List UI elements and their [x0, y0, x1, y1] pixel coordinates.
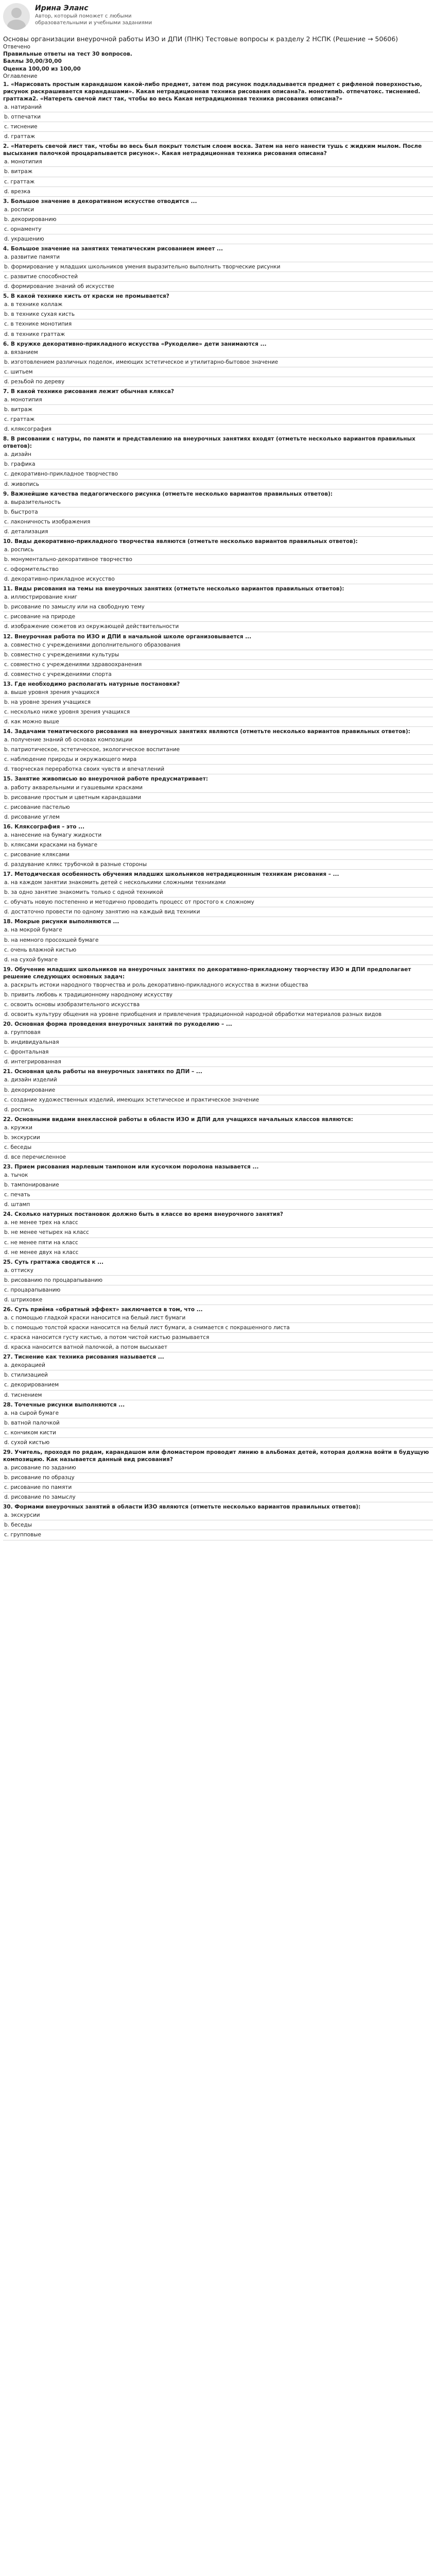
question-title: 18. Мокрые рисунки выполняются ... — [3, 919, 119, 925]
answer-option: a. выше уровня зрения учащихся — [3, 688, 433, 698]
answer-option: b. стилизацией — [3, 1370, 433, 1380]
question-title: 7. В какой технике рисования лежит обычная клякса? — [3, 388, 175, 395]
question-block — [3, 1401, 433, 1448]
answer-option: a. экскурсии — [3, 1511, 433, 1520]
question-block — [3, 871, 433, 917]
answer-option: a. рисование по заданию — [3, 1463, 433, 1473]
question-title: 14. Задачами тематического рисования на внеурочных занятиях являются (отметьте несколько вариантов правильных ответов): — [3, 728, 410, 735]
answer-option: c. граттаж — [3, 177, 433, 187]
question-block — [3, 1449, 433, 1502]
answer-option: d. освоить культуру общения на уровне приобщения и привлечения традиционной народной обработки материалов разных видов — [3, 1010, 433, 1020]
question-block — [3, 538, 433, 584]
question-block — [3, 293, 433, 339]
answer-option: d. на сухой бумаге — [3, 955, 433, 965]
document-title: Основы организации внеурочной работы ИЗО и ДПИ (ПНК) Тестовые вопросы к разделу 2 НСПК (Решение → 50606) — [3, 35, 398, 43]
question-block — [3, 1353, 433, 1400]
question-block — [3, 435, 433, 489]
answer-option: b. в технике сухая кисть — [3, 310, 433, 319]
question-block — [3, 245, 433, 292]
score-text: Баллы 30,00/30,00 — [3, 58, 62, 65]
answer-option: a. в технике коллаж — [3, 300, 433, 310]
answer-option: d. не менее двух на класс — [3, 1248, 433, 1258]
answer-option: d. интегрированная — [3, 1057, 433, 1067]
question-block — [3, 966, 433, 1020]
answer-option: a. не менее трех на класс — [3, 1218, 433, 1228]
answer-option: a. монотипия — [3, 157, 433, 167]
question-block — [3, 490, 433, 537]
answer-option: d. совместно с учреждениями спорта — [3, 670, 433, 680]
question-title: 25. Суть граттажа сводится к ... — [3, 1259, 104, 1265]
answer-option: d. штриховке — [3, 1295, 433, 1305]
answer-option: b. на немного просохшей бумаге — [3, 936, 433, 945]
question-block — [3, 918, 433, 964]
answer-option: a. совместно с учреждениями дополнительного образования — [3, 640, 433, 650]
question-block — [3, 823, 433, 870]
answer-option: a. на мокрой бумаге — [3, 925, 433, 935]
answer-option: a. работу акварельными и гуашевыми красками — [3, 783, 433, 793]
question-title: 23. Прием рисования марлевым тампоном или кусочком поролона называется ... — [3, 1164, 259, 1171]
answer-option: c. рисование пастелью — [3, 803, 433, 812]
answer-option: b. совместно с учреждениями культуры — [3, 650, 433, 660]
answer-option: c. декоративно-прикладное творчество — [3, 469, 433, 479]
question-title: 19. Обучение младших школьников на внеурочных занятиях по декоративно-прикладному творчеству ИЗО и ДПИ предполагает решение следующих основных задач: — [3, 966, 411, 980]
answer-option: a. получение знаний об основах композиции — [3, 735, 433, 745]
question-title: 3. Большое значение в декоративном искусстве отводится ... — [3, 198, 197, 205]
answer-option: a. натираний — [3, 103, 433, 112]
answer-option: a. вязанием — [3, 348, 433, 358]
answer-option: d. в технике граттаж — [3, 330, 433, 340]
question-title: 5. В какой технике кисть от краски не промывается? — [3, 293, 169, 300]
answer-option: a. выразительность — [3, 498, 433, 507]
question-block — [3, 1211, 433, 1257]
answer-option: b. рисование по замыслу или на свободную тему — [3, 602, 433, 612]
answer-option: a. роспись — [3, 545, 433, 555]
answer-option: c. печать — [3, 1190, 433, 1200]
answer-option: d. резьбой по дереву — [3, 377, 433, 387]
question-block — [3, 81, 433, 142]
question-title: 26. Суть приёма «обратный эффект» заключается в том, что ... — [3, 1306, 203, 1313]
answer-option: c. лаконичность изображения — [3, 517, 433, 527]
question-title: 20. Основная форма проведения внеурочных занятий по рукоделию – ... — [3, 1021, 232, 1028]
question-title: 27. Тиснение как техника рисования называется ... — [3, 1354, 164, 1361]
question-title: 16. Кляксография – это ... — [3, 823, 85, 830]
answer-option: b. витраж — [3, 167, 433, 177]
answer-option: c. фронтальная — [3, 1047, 433, 1057]
answer-option: b. монументально-декоративное творчество — [3, 555, 433, 565]
answer-option: c. рисование кляксами — [3, 850, 433, 860]
question-title: 29. Учитель, проходя по рядам, карандашом или фломастером проводит линию в альбомах детей, которая должна войти в будущую композицию. Как называется данный вид рисования? — [3, 1449, 429, 1463]
answer-option: d. детализация — [3, 527, 433, 537]
question-block — [3, 1116, 433, 1162]
answer-option: d. штамп — [3, 1200, 433, 1210]
answer-option: b. за одно занятие знакомить только с одной техникой — [3, 888, 433, 897]
answer-option: a. на сырой бумаге — [3, 1409, 433, 1418]
question-title: 22. Основными видами внеклассной работы в области ИЗО и ДПИ для учащихся начальных классов являются: — [3, 1116, 353, 1123]
answer-option: a. на каждом занятии знакомить детей с несколькими сложными техниками — [3, 878, 433, 888]
answer-option: d. врезка — [3, 187, 433, 197]
question-title: 24. Сколько натурных постановок должно быть в классе во время внеурочного занятия? — [3, 1211, 284, 1218]
answer-option: b. с помощью толстой краски наносится на белый лист бумаги, а снимается с покрашенного листа — [3, 1323, 433, 1333]
question-block — [3, 341, 433, 387]
answer-option: c. очень влажной кистью — [3, 945, 433, 955]
answer-option: c. орнаменту — [3, 225, 433, 234]
answer-option: d. кляксография — [3, 425, 433, 434]
answer-option: b. ватной палочкой — [3, 1418, 433, 1428]
question-title: 1. «Нарисовать простым карандашом какой-либо предмет, затем под рисунок подкладывается предмет с рифленой поверхностью, рисунок раскрашивается карандашами». Какая нетрадиционная техника рисования описана?а. монотипиb. отпечатокc. тиснениеd. граттажа2. «Натереть свечой лист так, чтобы во весь Какая нетрадиционная техника рисования описана?» — [3, 81, 422, 102]
answer-option: b. декорирование — [3, 1086, 433, 1095]
answer-option: d. изображение сюжетов из окружающей действительности — [3, 622, 433, 632]
answer-option: c. процарапыванию — [3, 1285, 433, 1295]
answer-option: c. создание художественных изделий, имеющих эстетическое и практическое значение — [3, 1095, 433, 1105]
answer-option: c. наблюдение природы и окружающего мира — [3, 755, 433, 765]
answer-option: d. краска наносится ватной палочкой, а потом высыхает — [3, 1343, 433, 1352]
answer-option: b. тампонирование — [3, 1180, 433, 1190]
question-title: 13. Где необходимо располагать натурные постановки? — [3, 681, 180, 687]
grade-text: Оценка 100,00 из 100,00 — [3, 65, 81, 72]
answer-option: d. рисование по замыслу — [3, 1493, 433, 1502]
answer-option: b. формирование у младших школьников умения выразительно выполнить творческие рисунки — [3, 262, 433, 272]
answer-option: b. кляксами красками на бумаге — [3, 840, 433, 850]
answer-option: d. рисование углем — [3, 812, 433, 822]
question-block — [3, 143, 433, 196]
answer-option: b. патриотическое, эстетическое, экологическое воспитание — [3, 745, 433, 755]
answer-option: c. развитие способностей — [3, 272, 433, 282]
answer-option: a. развитие памяти — [3, 252, 433, 262]
answer-option: b. отпечатки — [3, 112, 433, 122]
author-description: Автор, который поможет с любыми образовательными и учебными заданиями — [35, 13, 152, 26]
answer-option: a. монотипия — [3, 395, 433, 405]
question-block — [3, 585, 433, 632]
answer-option: c. оформительство — [3, 565, 433, 574]
answer-option: a. с помощью гладкой краски наносится на белый лист бумаги — [3, 1313, 433, 1323]
answer-option: d. украшению — [3, 234, 433, 244]
answer-option: b. рисованию по процарапыванию — [3, 1276, 433, 1285]
answer-option: b. графика — [3, 460, 433, 469]
answer-option: a. нанесение на бумагу жидкости — [3, 831, 433, 840]
question-title: 28. Точечные рисунки выполняются ... — [3, 1401, 125, 1408]
question-block — [3, 1306, 433, 1352]
question-block — [3, 728, 433, 774]
question-title: 30. Формами внеурочных занятий в области ИЗО являются (отметьте несколько вариантов правильных ответов): — [3, 1504, 361, 1511]
answer-option: c. рисование на природе — [3, 612, 433, 622]
answer-option: a. оттиску — [3, 1266, 433, 1276]
answer-option: a. росписи — [3, 205, 433, 215]
question-title: 2. «Натереть свечой лист так, чтобы во весь был покрыт толстым слоем воска. Затем на него нанести тушь с жидким мылом. После высыхания палочкой процарапывается рисунок». Какая нетрадиционная техника рисования описана? — [3, 143, 422, 157]
answer-option: c. тиснение — [3, 122, 433, 132]
document-meta — [3, 43, 433, 80]
author-name[interactable]: Ирина Эланс — [35, 4, 89, 12]
answer-option: d. декоративно-прикладное искусство — [3, 574, 433, 584]
question-block — [3, 775, 433, 822]
answer-option: c. в технике монотипия — [3, 319, 433, 329]
question-title: 4. Большое значение на занятиях тематическим рисованием имеет ... — [3, 245, 223, 252]
question-block — [3, 1259, 433, 1305]
answer-option: b. привить любовь к традиционному народному искусству — [3, 990, 433, 1000]
correct-answers-text: Правильные ответы на тест 30 вопросов. — [3, 51, 132, 58]
answer-option: b. декорированию — [3, 215, 433, 225]
answer-option: b. рисование простым и цветным карандашами — [3, 793, 433, 803]
answer-option: c. обучать новую постепенно и методично проводить процесс от простого к сложному — [3, 897, 433, 907]
answer-option: c. граттаж — [3, 415, 433, 425]
question-block — [3, 388, 433, 434]
answer-option: b. беседы — [3, 1520, 433, 1530]
author-info — [35, 3, 159, 26]
question-block — [3, 1163, 433, 1210]
question-block — [3, 198, 433, 244]
answer-option: d. живопись — [3, 480, 433, 489]
answer-option: b. индивидуальная — [3, 1038, 433, 1047]
answer-option: b. быстрота — [3, 507, 433, 517]
answer-option: c. групповые — [3, 1530, 433, 1540]
answer-option: d. раздувание клякс трубочкой в разные стороны — [3, 860, 433, 870]
answer-option: b. на уровне зрения учащихся — [3, 698, 433, 707]
answer-option: a. тычок — [3, 1171, 433, 1180]
question-title: 21. Основная цель работы на внеурочных занятиях по ДПИ – ... — [3, 1069, 202, 1075]
answer-option: b. изготовлением различных поделок, имеющих эстетическое и утилитарно-бытовое значение — [3, 358, 433, 367]
question-title: 17. Методическая особенность обучения младших школьников нетрадиционным техникам рисования – ... — [3, 871, 339, 878]
answer-option: a. раскрыть истоки народного творчества и роль декоративно-прикладного искусства в жизни общества — [3, 980, 433, 990]
question-title: 12. Внеурочная работа по ИЗО и ДПИ в начальной школе организовывается ... — [3, 633, 252, 640]
answer-option: a. иллюстрирование книг — [3, 592, 433, 602]
question-title: 8. В рисовании с натуры, по памяти и представлению на внеурочных занятиях входят (отметьте несколько вариантов правильных ответов): — [3, 436, 415, 450]
answer-option: d. граттаж — [3, 132, 433, 142]
answer-option: d. роспись — [3, 1105, 433, 1115]
answer-option: d. как можно выше — [3, 717, 433, 727]
answer-option: c. шитьем — [3, 367, 433, 377]
answer-option: d. формирование знаний об искусстве — [3, 282, 433, 292]
answer-option: d. сухой кистью — [3, 1438, 433, 1448]
answer-option: c. освоить основы изобразительного искусства — [3, 1000, 433, 1010]
answer-option: b. витраж — [3, 405, 433, 415]
answer-option: b. не менее четырех на класс — [3, 1228, 433, 1238]
answer-option: c. беседы — [3, 1143, 433, 1153]
question-block — [3, 1068, 433, 1114]
question-block — [3, 633, 433, 680]
question-title: 15. Занятие живописью во внеурочной работе предусматривает: — [3, 776, 208, 783]
answer-option: c. несколько ниже уровня зрения учащихся — [3, 707, 433, 717]
avatar[interactable] — [3, 3, 30, 30]
answer-option: a. дизайн изделий — [3, 1075, 433, 1085]
answer-option: d. все перечисленное — [3, 1153, 433, 1162]
answer-option: c. кончиком кисти — [3, 1428, 433, 1438]
status-text: Отвечено — [3, 44, 30, 50]
question-block — [3, 1503, 433, 1540]
question-title: 10. Виды декоративно-прикладного творчества являются (отметьте несколько вариантов правильных ответов): — [3, 538, 358, 545]
answer-option: a. декорацией — [3, 1361, 433, 1370]
question-title: 11. Виды рисования на темы на внеурочных занятиях (отметьте несколько вариантов правильных ответов): — [3, 586, 344, 592]
answer-option: a. групповая — [3, 1028, 433, 1038]
answer-option: d. достаточно провести по одному занятию на каждый вид техники — [3, 907, 433, 917]
answer-option: b. рисование по образцу — [3, 1473, 433, 1483]
question-title: 6. В кружке декоративно-прикладного искусства «Рукоделие» дети занимаются ... — [3, 341, 267, 347]
question-list — [3, 81, 433, 1540]
question-block — [3, 1021, 433, 1067]
answer-option: c. декорированием — [3, 1380, 433, 1390]
answer-option: c. совместно с учреждениями здравоохранения — [3, 660, 433, 670]
section-heading: Оглавление — [3, 73, 38, 79]
question-title: 9. Важнейшие качества педагогического рисунка (отметьте несколько вариантов правильных ответов): — [3, 490, 333, 497]
answer-option: c. краска наносится густу кистью, а потом чистой кистью размывается — [3, 1333, 433, 1343]
answer-option: d. творческая переработка своих чувств и впечатлений — [3, 765, 433, 774]
answer-option: c. не менее пяти на класс — [3, 1238, 433, 1248]
question-block — [3, 681, 433, 727]
answer-option: c. рисование по памяти — [3, 1483, 433, 1493]
answer-option: b. экскурсии — [3, 1133, 433, 1143]
answer-option: d. тиснением — [3, 1391, 433, 1400]
answer-option: a. кружки — [3, 1123, 433, 1133]
answer-option: a. дизайн — [3, 450, 433, 460]
author-header — [3, 0, 433, 34]
